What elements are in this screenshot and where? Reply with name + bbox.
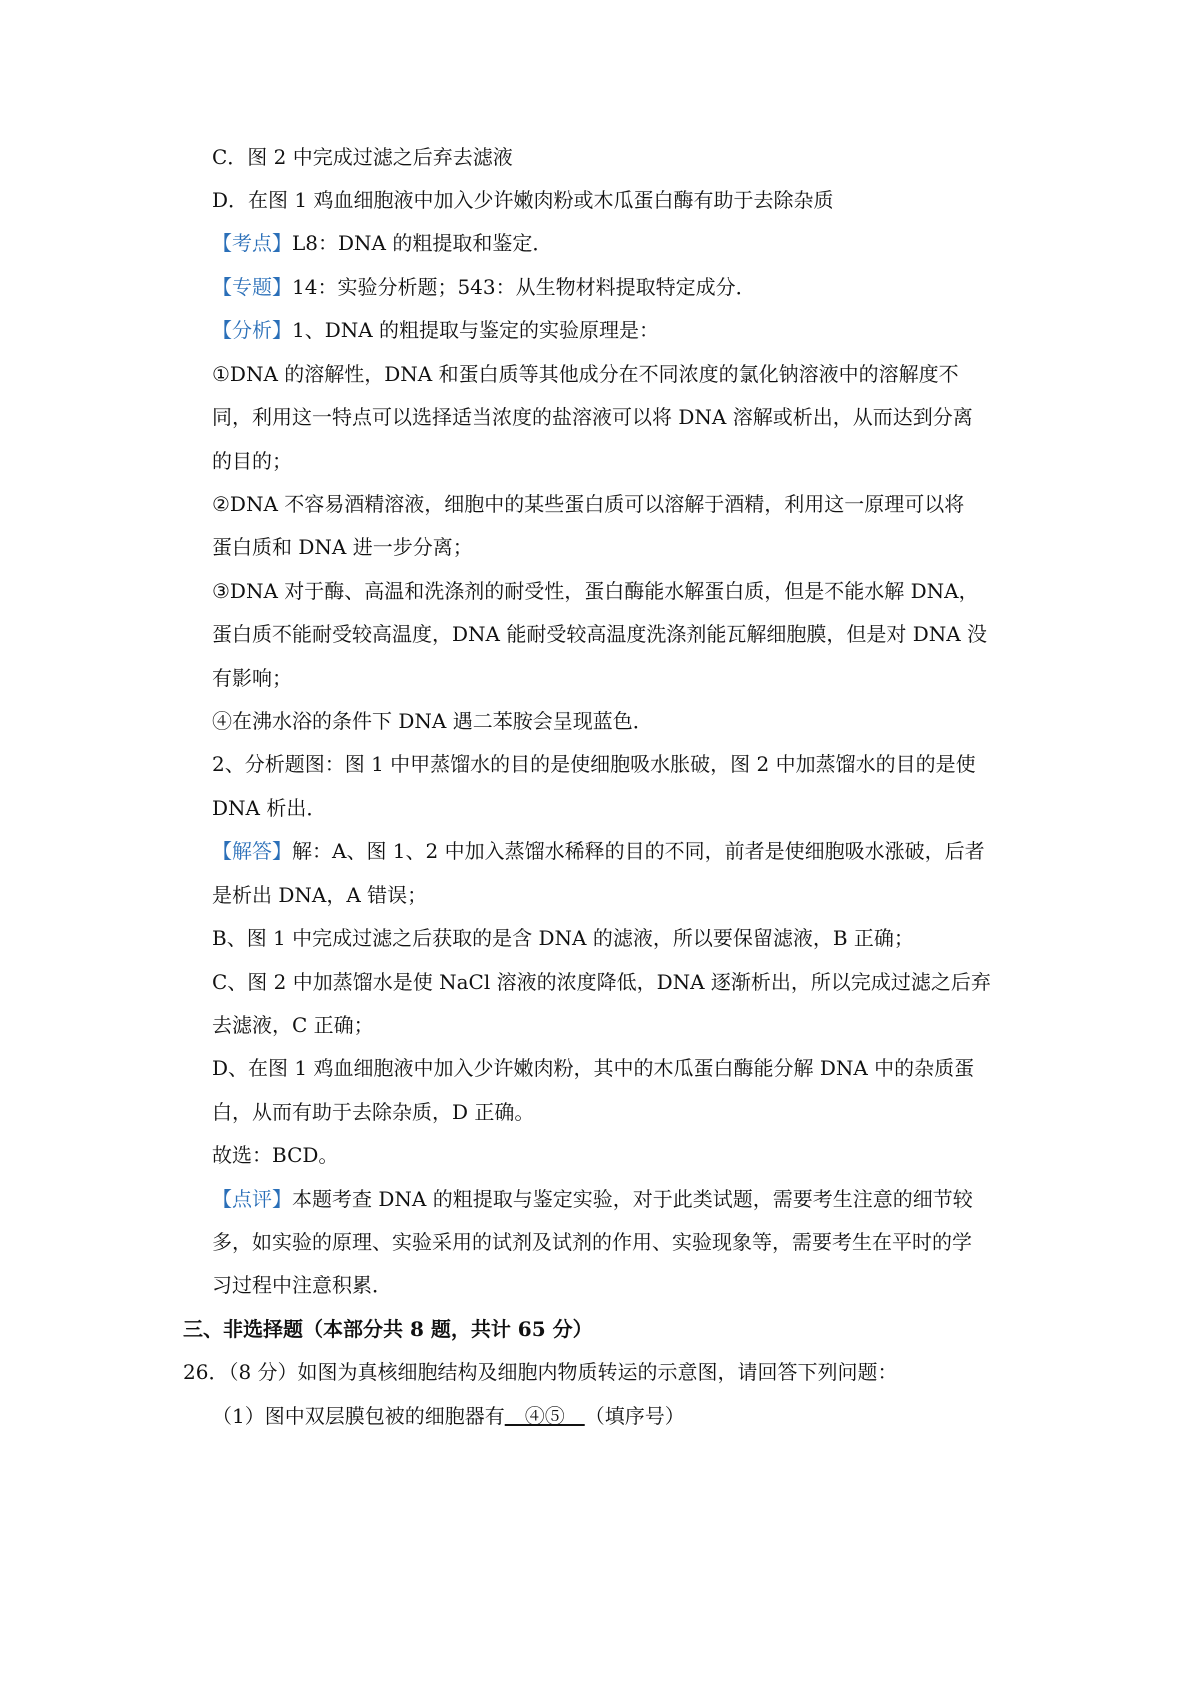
principle-1-line-3: 的目的； <box>212 449 292 473</box>
principle-1-line-2: 同，利用这一特点可以选择适当浓度的盐溶液可以将 DNA 溶解或析出，从而达到分离 <box>212 405 973 429</box>
dianping-line: 【点评】本题考查 DNA 的粗提取与鉴定实验，对于此类试题，需要考生注意的细节较 <box>212 1187 973 1211</box>
answer-d-line-2: 白，从而有助于去除杂质，D 正确。 <box>212 1100 535 1124</box>
dianping-line-2: 多，如实验的原理、实验采用的试剂及试剂的作用、实验现象等，需要考生在平时的学 <box>212 1230 972 1254</box>
answer-choice-line: 故选：BCD。 <box>212 1143 339 1167</box>
principle-4-line: ④在沸水浴的条件下 DNA 遇二苯胺会呈现蓝色． <box>212 709 653 733</box>
principle-3-line-1: ③DNA 对于酶、高温和洗涤剂的耐受性，蛋白酶能水解蛋白质，但是不能水解 DNA， <box>212 579 979 603</box>
sub-question-1 <box>212 1402 685 1430</box>
answer-c-line-1: C、图 2 中加蒸馏水是使 NaCl 溶液的浓度降低，DNA 逐渐析出，所以完成过滤之后弃 <box>212 970 991 994</box>
principle-3-line-3: 有影响； <box>212 666 292 690</box>
answer-b-line: B、图 1 中完成过滤之后获取的是含 DNA 的滤液，所以要保留滤液，B 正确； <box>212 926 914 950</box>
jieda-tag: 【解答】 <box>212 839 292 863</box>
sub-question-prefix: （1）图中双层膜包被的细胞器有 <box>212 1404 505 1428</box>
zhuanti-line: 【专题】14：实验分析题；543：从生物材料提取特定成分． <box>212 275 756 299</box>
analysis-2-line-1: 2、分析题图：图 1 中甲蒸馏水的目的是使细胞吸水胀破，图 2 中加蒸馏水的目的是使 <box>212 752 976 776</box>
zhuanti-tag: 【专题】 <box>212 275 292 299</box>
dianping-line-3: 习过程中注意积累． <box>212 1273 392 1297</box>
kaodian-line: 【考点】L8：DNA 的粗提取和鉴定． <box>212 231 553 255</box>
kaodian-tag: 【考点】 <box>212 231 292 255</box>
answer-blank: ④⑤ <box>504 1404 585 1428</box>
principle-3-line-2: 蛋白质不能耐受较高温度，DNA 能耐受较高温度洗涤剂能瓦解细胞膜，但是对 DNA 没 <box>212 622 988 646</box>
jieda-line: 【解答】解：A、图 1、2 中加入蒸馏水稀释的目的不同，前者是使细胞吸水涨破，后者 <box>212 839 985 863</box>
principle-1-line-1: ①DNA 的溶解性，DNA 和蛋白质等其他成分在不同浓度的氯化钠溶液中的溶解度不 <box>212 362 959 386</box>
answer-c-line-2: 去滤液，C 正确； <box>212 1013 374 1037</box>
option-d: D．在图 1 鸡血细胞液中加入少许嫩肉粉或木瓜蛋白酶有助于去除杂质 <box>212 188 834 212</box>
answer-d-line-1: D、在图 1 鸡血细胞液中加入少许嫩肉粉，其中的木瓜蛋白酶能分解 DNA 中的杂质蛋 <box>212 1056 975 1080</box>
section-title: 三、非选择题（本部分共 8 题，共计 65 分） <box>183 1317 593 1341</box>
principle-2-line-1: ②DNA 不容易酒精溶液，细胞中的某些蛋白质可以溶解于酒精，利用这一原理可以将 <box>212 492 965 516</box>
fenxi-tag: 【分析】 <box>212 318 292 342</box>
dianping-tag: 【点评】 <box>212 1187 292 1211</box>
analysis-2-line-2: DNA 析出． <box>212 796 327 820</box>
question-26: 26．（8 分）如图为真核细胞结构及细胞内物质转运的示意图，请回答下列问题： <box>183 1360 898 1384</box>
sub-question-suffix: （填序号） <box>584 1404 685 1428</box>
fenxi-line: 【分析】1、DNA 的粗提取与鉴定的实验原理是： <box>212 318 660 342</box>
answer-a-line-2: 是析出 DNA，A 错误； <box>212 883 428 907</box>
principle-2-line-2: 蛋白质和 DNA 进一步分离； <box>212 535 473 559</box>
option-c: C．图 2 中完成过滤之后弃去滤液 <box>212 145 513 169</box>
